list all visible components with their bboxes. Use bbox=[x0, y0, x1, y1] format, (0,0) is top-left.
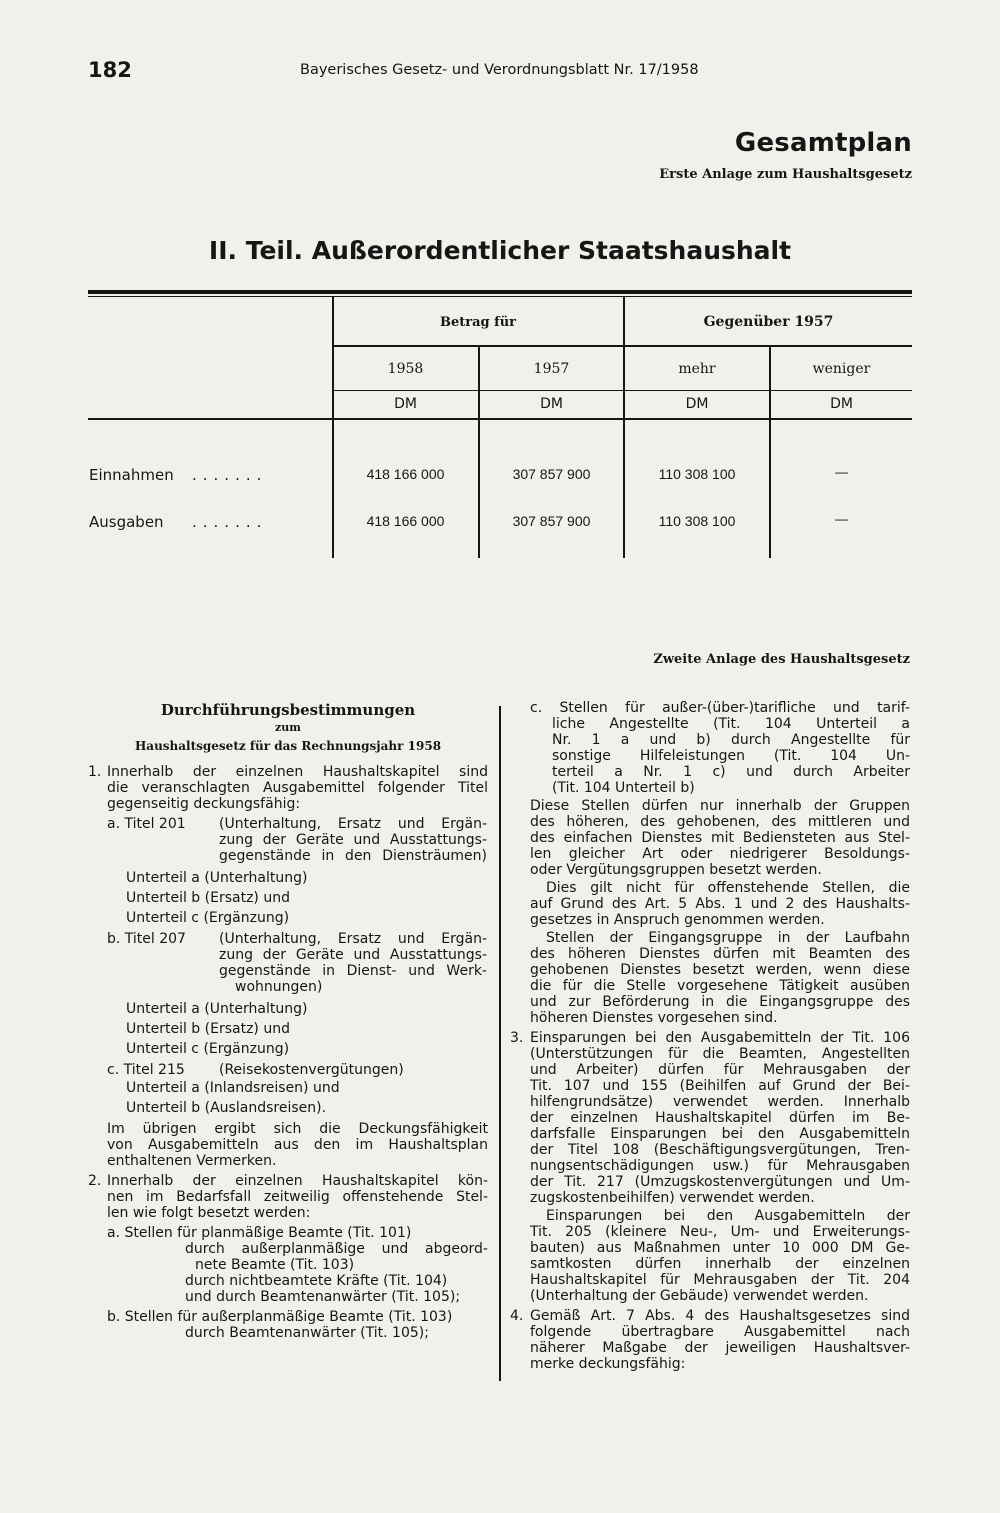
list-item-2c: c. Stellen für außer-(über-)tarifliche und tarif- liche Angestellte (Tit. 104 Unterteil a Nr. 1 a und b) durch Angestellte für sonstige Hilfeleistungen (Tit. 104 Un- terteil a Nr. 1 c) und durch Arbeiter (Tit. 104 Unterteil b) bbox=[530, 700, 910, 796]
row-value-1957: 307 857 900 bbox=[512, 513, 591, 529]
unit-dm-3: DM bbox=[685, 396, 709, 412]
leader-dots: ....... bbox=[192, 466, 268, 484]
unit-dm-1: DM bbox=[394, 396, 417, 412]
section-zum: zum bbox=[275, 721, 301, 734]
row-value-mehr: 110 308 100 bbox=[658, 466, 736, 482]
paragraph-2-remark-3: Stellen der Eingangsgruppe in der Laufbahn des höheren Dienstes dürfen mit Beamten des gehobenen Dienstes besetzt werden, wenn diese die für die Stelle vorgesehene Tätigkeit ausüben und zur Beförderung in die Eingangsgruppe des höheren Dienstes vorgesehen sind. bbox=[530, 930, 910, 1026]
table-group-rule bbox=[333, 345, 912, 347]
unit-dm-2: DM bbox=[540, 396, 563, 412]
plan-subtitle: Erste Anlage zum Haushaltsgesetz bbox=[659, 167, 912, 182]
list-item-2b: b. Stellen für außerplanmäßige Beamte (Tit. 103) durch Beamtenanwärter (Tit. 105); bbox=[107, 1309, 453, 1341]
list-item-c: c. Titel 215 (Reisekostenvergütungen) Unterteil a (Inlandsreisen) und Unterteil b (Auslandsreisen). bbox=[107, 1062, 404, 1116]
row-value-weniger: — bbox=[834, 512, 849, 528]
column-divider bbox=[499, 706, 501, 1381]
list-item-2a: a. Stellen für planmäßige Beamte (Tit. 101) durch außerplanmäßige und abgeord- nete Beamte (Tit. 103) durch nichtbeamtete Kräfte (Tit. 104) und durch Beamtenanwärter (Tit. 105); bbox=[107, 1225, 488, 1305]
paragraph-2: 2. Innerhalb der einzelnen Haushaltskapitel kön- nen im Bedarfsfall zeitweilig offenstehende Stel- len wie folgt besetzt werden: bbox=[88, 1173, 488, 1221]
table-top-rule-2 bbox=[88, 296, 912, 297]
paragraph-3-remark: Einsparungen bei den Ausgabemitteln der Tit. 205 (kleinere Neu-, Um- und Erweiterungs- bauten) aus Maßnahmen unter 10 000 DM Ge- samtkosten dürfen innerhalb der einzelnen Haushaltskapitel für Mehrausgaben der Tit. 204 (Unterhaltung der Gebäude) verwendet werden. bbox=[530, 1208, 910, 1304]
part-title: II. Teil. Außerordentlicher Staatshaushalt bbox=[208, 236, 792, 265]
header-1958: 1958 bbox=[387, 361, 424, 377]
body-vline-3 bbox=[623, 420, 625, 558]
right-column bbox=[510, 700, 910, 1372]
paragraph-2-remark-2: Dies gilt nicht für offenstehende Stellen, die auf Grund des Art. 5 Abs. 1 und 2 des Haushalts- gesetzes in Anspruch genommen werden. bbox=[530, 880, 910, 928]
header-mehr: mehr bbox=[678, 361, 716, 377]
row-value-weniger: — bbox=[834, 465, 849, 481]
section-title: Durchführungsbestimmungen bbox=[160, 701, 416, 719]
header-weniger: weniger bbox=[812, 361, 871, 377]
left-column bbox=[88, 700, 488, 1341]
list-item-b: b. Titel 207 (Unterhaltung, Ersatz und Ergän- zung der Geräte und Ausstattungs- gegenstände in Dienst- und Werk- wohnungen) Unterteil a (Unterhaltung) Unterteil b (Ersatz) und Unterteil c (Ergänzung) bbox=[107, 931, 487, 1057]
paragraph-2-remark-1: Diese Stellen dürfen nur innerhalb der Gruppen des höheren, des gehobenen, des mittleren und des einfachen Dienstes mit Bediensteten aus Stel- len gleicher Art oder niedrigerer Besoldungs- oder Vergütungsgruppen besetzt werden. bbox=[530, 798, 910, 878]
table-header-bottom-rule bbox=[88, 418, 912, 420]
paragraph-4: 4. Gemäß Art. 7 Abs. 4 des Haushaltsgesetzes sind folgende übertragbare Ausgabemittel nach näherer Maßgabe der jeweiligen Haushaltsver- merke deckungsfähig: bbox=[510, 1308, 910, 1372]
paragraph-3: 3. Einsparungen bei den Ausgabemitteln der Tit. 106 (Unterstützungen für die Beamten, Angestellten und Arbeiter) dürfen für Mehrausgaben der Tit. 107 und 155 (Beihilfen auf Grund der Bei- hilfengrundsätze) verwendet werden. Innerhalb der einzelnen Haushaltskapitel dürfen im Be- darfsfalle Einsparungen bei den Ausgabemitteln der Titel 108 (Beschäftigungsvergütungen, Tren- nungsentschädigungen usw.) für Mehrausgaben der Tit. 217 (Umzugskostenvergütungen und Um- zugskostenbeihilfen) verwendet werden. bbox=[510, 1030, 910, 1206]
row-value-1958: 418 166 000 bbox=[366, 466, 445, 482]
body-vline-4 bbox=[769, 420, 771, 558]
row-value-1958: 418 166 000 bbox=[366, 513, 445, 529]
row-label: Ausgaben bbox=[89, 513, 164, 531]
row-value-1957: 307 857 900 bbox=[512, 466, 591, 482]
annex-two-heading: Zweite Anlage des Haushaltsgesetz bbox=[653, 652, 910, 667]
body-vline-2 bbox=[478, 420, 480, 558]
row-label: Einnahmen bbox=[89, 466, 174, 484]
row-value-mehr: 110 308 100 bbox=[658, 513, 736, 529]
header-betrag-fuer: Betrag für bbox=[439, 315, 517, 330]
paragraph-number: 1. bbox=[88, 764, 102, 780]
paragraph-1-remark: Im übrigen ergibt sich die Deckungsfähigkeit von Ausgabemitteln aus den im Haushaltsplan enthaltenen Vermerken. bbox=[107, 1121, 488, 1169]
section-subtitle: Haushaltsgesetz für das Rechnungsjahr 1958 bbox=[134, 739, 442, 753]
running-title: Bayerisches Gesetz- und Verordnungsblatt Nr. 17/1958 bbox=[300, 62, 699, 78]
plan-title: Gesamtplan bbox=[734, 128, 912, 158]
header-gegenueber: Gegenüber 1957 bbox=[703, 314, 834, 330]
body-vline-1 bbox=[332, 420, 334, 558]
table-top-rule bbox=[88, 290, 912, 294]
list-item-a: a. Titel 201 (Unterhaltung, Ersatz und Ergän- zung der Geräte und Ausstattungs- gegenstände in den Diensträumen) Unterteil a (Unterhaltung) Unterteil b (Ersatz) und Unterteil c (Ergänzung) bbox=[107, 816, 487, 926]
leader-dots: ....... bbox=[192, 513, 268, 531]
paragraph-number: 2. bbox=[88, 1173, 102, 1189]
paragraph-number: 4. bbox=[510, 1308, 524, 1324]
paragraph-number: 3. bbox=[510, 1030, 524, 1046]
header-1957: 1957 bbox=[533, 361, 570, 377]
page-number: 182 bbox=[88, 58, 132, 82]
unit-dm-4: DM bbox=[830, 396, 853, 412]
table-year-rule bbox=[333, 390, 912, 391]
paragraph-1: 1. Innerhalb der einzelnen Haushaltskapitel sind die veranschlagten Ausgabemittel folgender Titel gegenseitig deckungsfähig: bbox=[88, 764, 488, 812]
